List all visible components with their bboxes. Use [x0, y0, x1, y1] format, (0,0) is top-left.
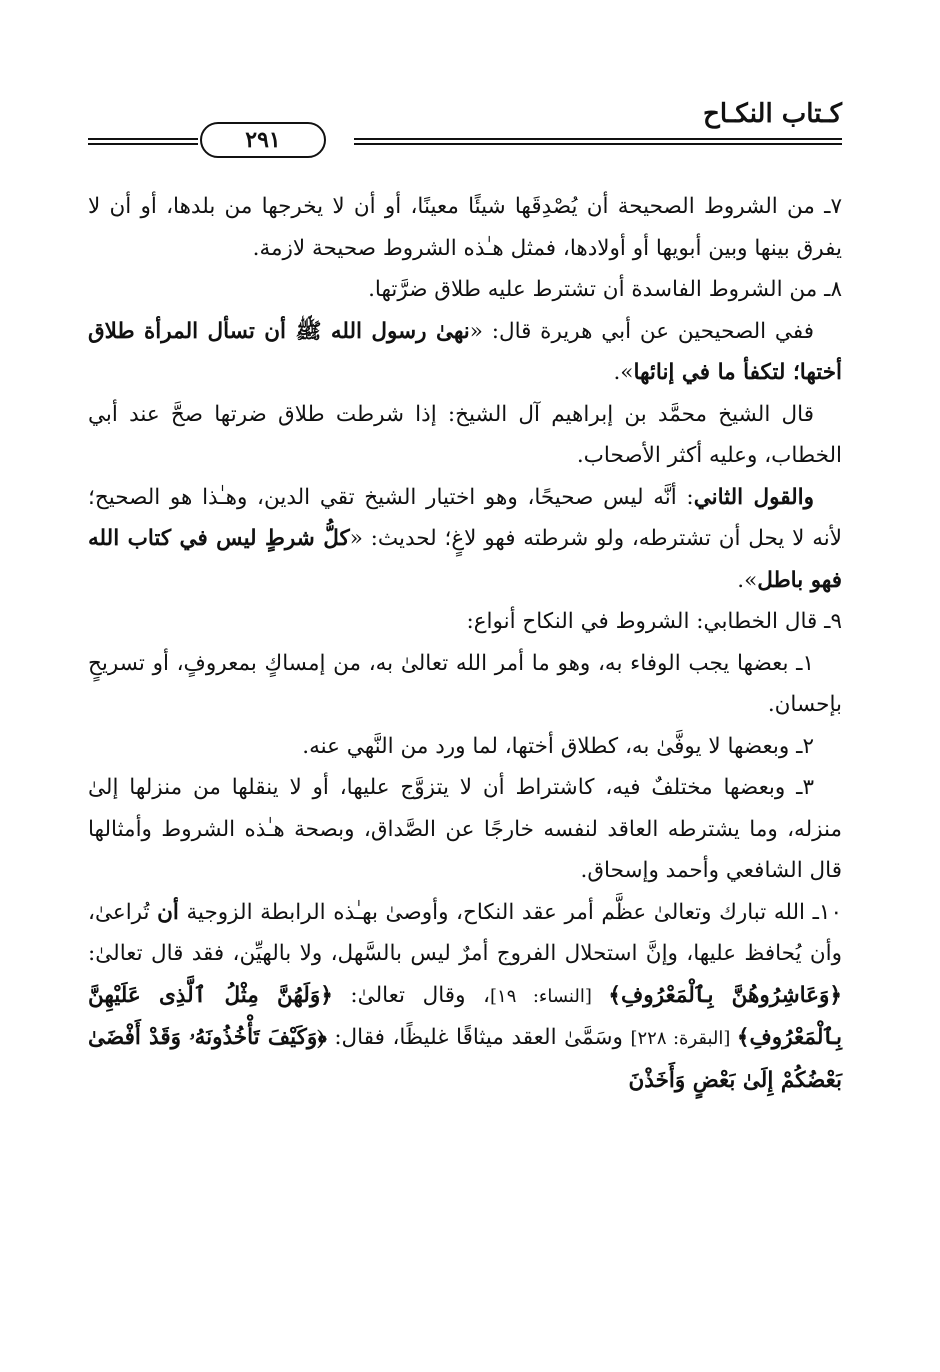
quran-verse-3: ﴿وَكَيْفَ تَأْخُذُونَهُۥ وَقَدْ أَفْضَىٰ بَعْضُكُمْ إِلَىٰ بَعْضٍ وَأَخَذْنَ: [88, 1025, 842, 1093]
second-opinion-quote: كلُّ شرطٍ ليس في كتاب الله فهو باطل: [88, 526, 842, 593]
item-10: [88, 892, 842, 1102]
item-10-bold: أن: [157, 899, 179, 925]
page-number: ٢٩١: [200, 122, 326, 158]
second-opinion-label: والقول الثاني: [693, 484, 815, 510]
item-10-start: ١٠ـ الله تبارك وتعالىٰ عظَّم أمر عقد النكاح، وأوصىٰ بهـٰذه الرابطة الزوجية: [178, 899, 843, 925]
verse-ref-1: [النساء: ١٩]: [490, 985, 609, 1007]
shaykh-paragraph: قال الشيخ محمَّد بن إبراهيم آل الشيخ: إذا شرطت طلاق ضرتها صحَّ عند أبي الخطاب، وعليه أكثر الأصحاب.: [88, 401, 842, 468]
running-title: كـتاب النكـاح: [703, 99, 842, 129]
page-header: [88, 96, 842, 158]
second-opinion-text: : أنَّه ليس صحيحًا، وهو اختيار الشيخ تقي الدين، وهـٰذا هو الصحيح؛ لأنه لا يحل أن تشترطه، ولو شرطته فهو لاغٍ؛ لحديث: «: [88, 484, 842, 551]
item-9-1: ١ـ بعضها يجب الوفاء به، وهو ما أمر الله تعالىٰ به، من إمساكٍ بمعروفٍ، أو تسريحٍ بإحسان.: [88, 650, 842, 717]
header-rule-right: [354, 138, 842, 145]
header-rule-left: [88, 138, 198, 145]
hadith-paragraph: [88, 311, 842, 394]
item-7: ٧ـ من الشروط الصحيحة أن يُصْدِقَها شيئًا معينًا، أو أن لا يخرجها من بلدها، أو أن لا يفرق بينها وبين أبويها أو أولادها، فمثل هـٰذه الشروط صحيحة لازمة.: [88, 194, 842, 261]
item-8: ٨ـ من الشروط الفاسدة أن تشترط عليه طلاق ضرَّتها.: [368, 277, 842, 302]
verse-ref-2: [البقرة: ٢٢٨]: [630, 1028, 737, 1049]
item-10-mid3: وسَمَّىٰ العقد ميثاقًا غليظًا، فقال:: [326, 1025, 631, 1050]
hadith-close: ».: [613, 360, 634, 385]
hadith-intro: ففي الصحيحين عن أبي هريرة قال: «: [469, 318, 814, 344]
hadith-quote: نهىٰ رسول الله ﷺ أن تسأل المرأة طلاق أختها؛ لتكفأ ما في إنائها: [88, 318, 842, 385]
second-opinion-paragraph: [88, 477, 842, 602]
quran-verse-1: ﴿وَعَاشِرُوهُنَّ بِٱلْمَعْرُوفِ﴾: [608, 982, 842, 1008]
book-page: [88, 96, 842, 1101]
item-10-mid1: تُراعىٰ، وأن يُحافظ عليها، وإنَّ استحلال الفروج أمرٌ ليس بالسَّهل، ولا بالهيِّن، فقد قال تعالىٰ:: [88, 899, 842, 966]
item-9: ٩ـ قال الخطابي: الشروط في النكاح أنواع:: [466, 609, 842, 634]
quran-verse-2: ﴿وَلَهُنَّ مِثْلُ ٱلَّذِى عَلَيْهِنَّ بِٱلْمَعْرُوفِ﴾: [88, 982, 842, 1050]
item-10-mid2: ، وقال تعالىٰ:: [332, 982, 490, 1008]
item-9-2: ٢ـ وبعضها لا يوفَّىٰ به، كطلاق أختها، لما ورد من النَّهي عنه.: [302, 733, 814, 759]
item-9-3: ٣ـ وبعضها مختلفٌ فيه، كاشتراط أن لا يتزوَّج عليها، أو لا ينقلها من منزلها إلىٰ منزله، وما يشترطه العاقد لنفسه خارجًا عن الصَّداق، وبصحة هـٰذه الشروط وأمثالها قال الشافعي وأحمد وإسحاق.: [88, 775, 842, 883]
page-body: [88, 186, 842, 1101]
second-opinion-close: ».: [737, 567, 758, 593]
